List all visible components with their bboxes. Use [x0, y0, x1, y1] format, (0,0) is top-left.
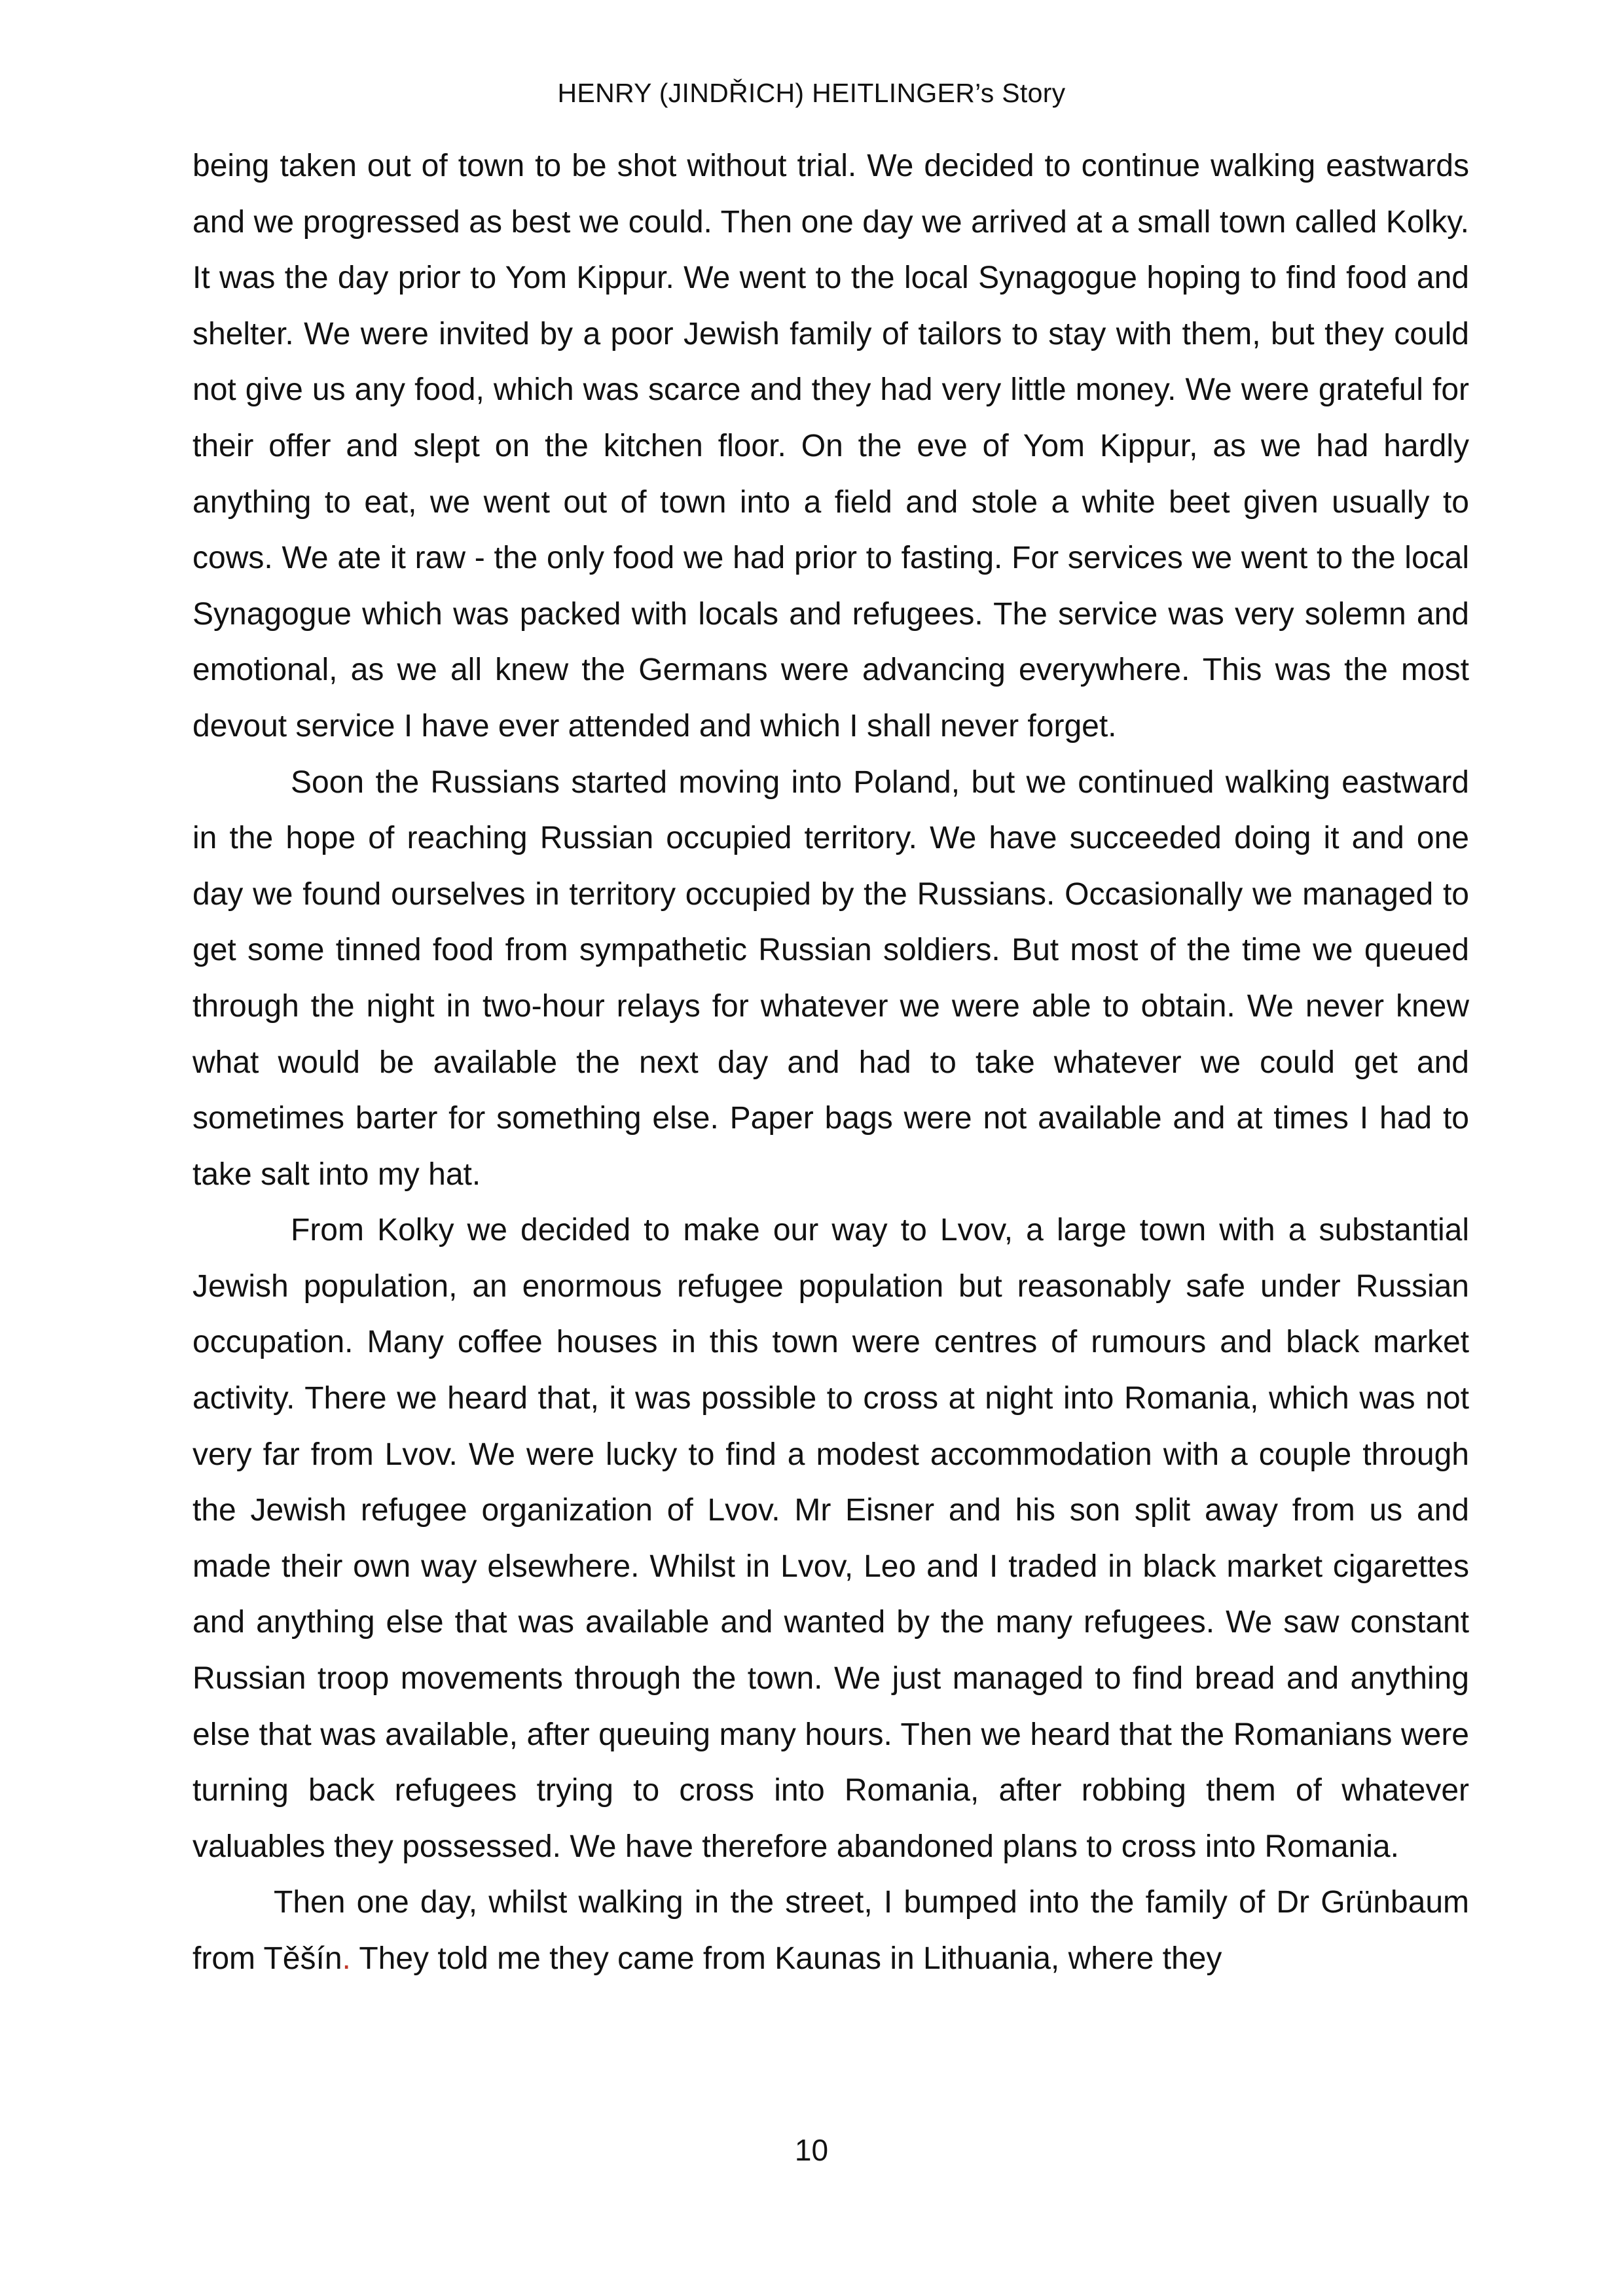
paragraph-2: Soon the Russians started moving into Poland, but we continued walking eastward in the hope of reaching Russian occupied territory. We have succeeded doing it and one day we found ourselves in territory occupied by the Russians. Occasionally we managed to get some tinned food from sympathetic Russian soldiers. But most of the time we queued through the night in two-hour relays for whatever we were able to obtain. We never knew what would be available the next day and had to take whatever we could get and sometimes barter for something else. Paper bags were not available and at times I had to take salt into my hat.: [192, 764, 1469, 1192]
paragraph-3: From Kolky we decided to make our way to Lvov, a large town with a substantial Jewish population, an enormous refugee population but reasonably safe under Russian occupation. Many coffee houses in this town were centres of rumours and black market activity. There we heard that, it was possible to cross at night into Romania, which was not very far from Lvov. We were lucky to find a modest accommodation with a couple through the Jewish refugee organization of Lvov. Mr Eisner and his son split away from us and made their own way elsewhere. Whilst in Lvov, Leo and I traded in black market cigarettes and anything else that was available and wanted by the many refugees. We saw constant Russian troop movements through the town. We just managed to find bread and anything else that was available, after queuing many hours. Then we heard that the Romanians were turning back refugees trying to cross into Romania, after robbing them of whatever valuables they possessed. We have therefore abandoned plans to cross into Romania.: [192, 1213, 1469, 1864]
paragraph-4-red-period: .: [342, 1941, 351, 1976]
page-number: 10: [794, 2133, 829, 2167]
paragraph-4: [192, 1874, 1469, 1986]
paragraph-1: being taken out of town to be shot without trial. We decided to continue walking eastwards and we progressed as best we could. Then one day we arrived at a small town called Kolky. It was the day prior to Yom Kippur. We went to the local Synagogue hoping to find food and shelter. We were invited by a poor Jewish family of tailors to stay with them, but they could not give us any food, which was scarce and they had very little money. We were grateful for their offer and slept on the kitchen floor. On the eve of Yom Kippur, as we had hardly anything to eat, we went out of town into a field and stole a white beet given usually to cows. We ate it raw - the only food we had prior to fasting. For services we went to the local Synagogue which was packed with locals and refugees. The service was very solemn and emotional, as we all knew the Germans were advancing everywhere. This was the most devout service I have ever attended and which I shall never forget.: [192, 149, 1469, 744]
paragraph-4-text-end: They told me they came from Kaunas in Lithuania, where they: [350, 1941, 1222, 1976]
body-text: [192, 138, 1469, 1987]
running-header: HENRY (JINDŘICH) HEITLINGER’s Story: [557, 78, 1066, 108]
paragraph-4-text-start: Then one day, whilst walking in the street, I bumped into the family of Dr Grünbaum from Těšín: [192, 1885, 1469, 1976]
